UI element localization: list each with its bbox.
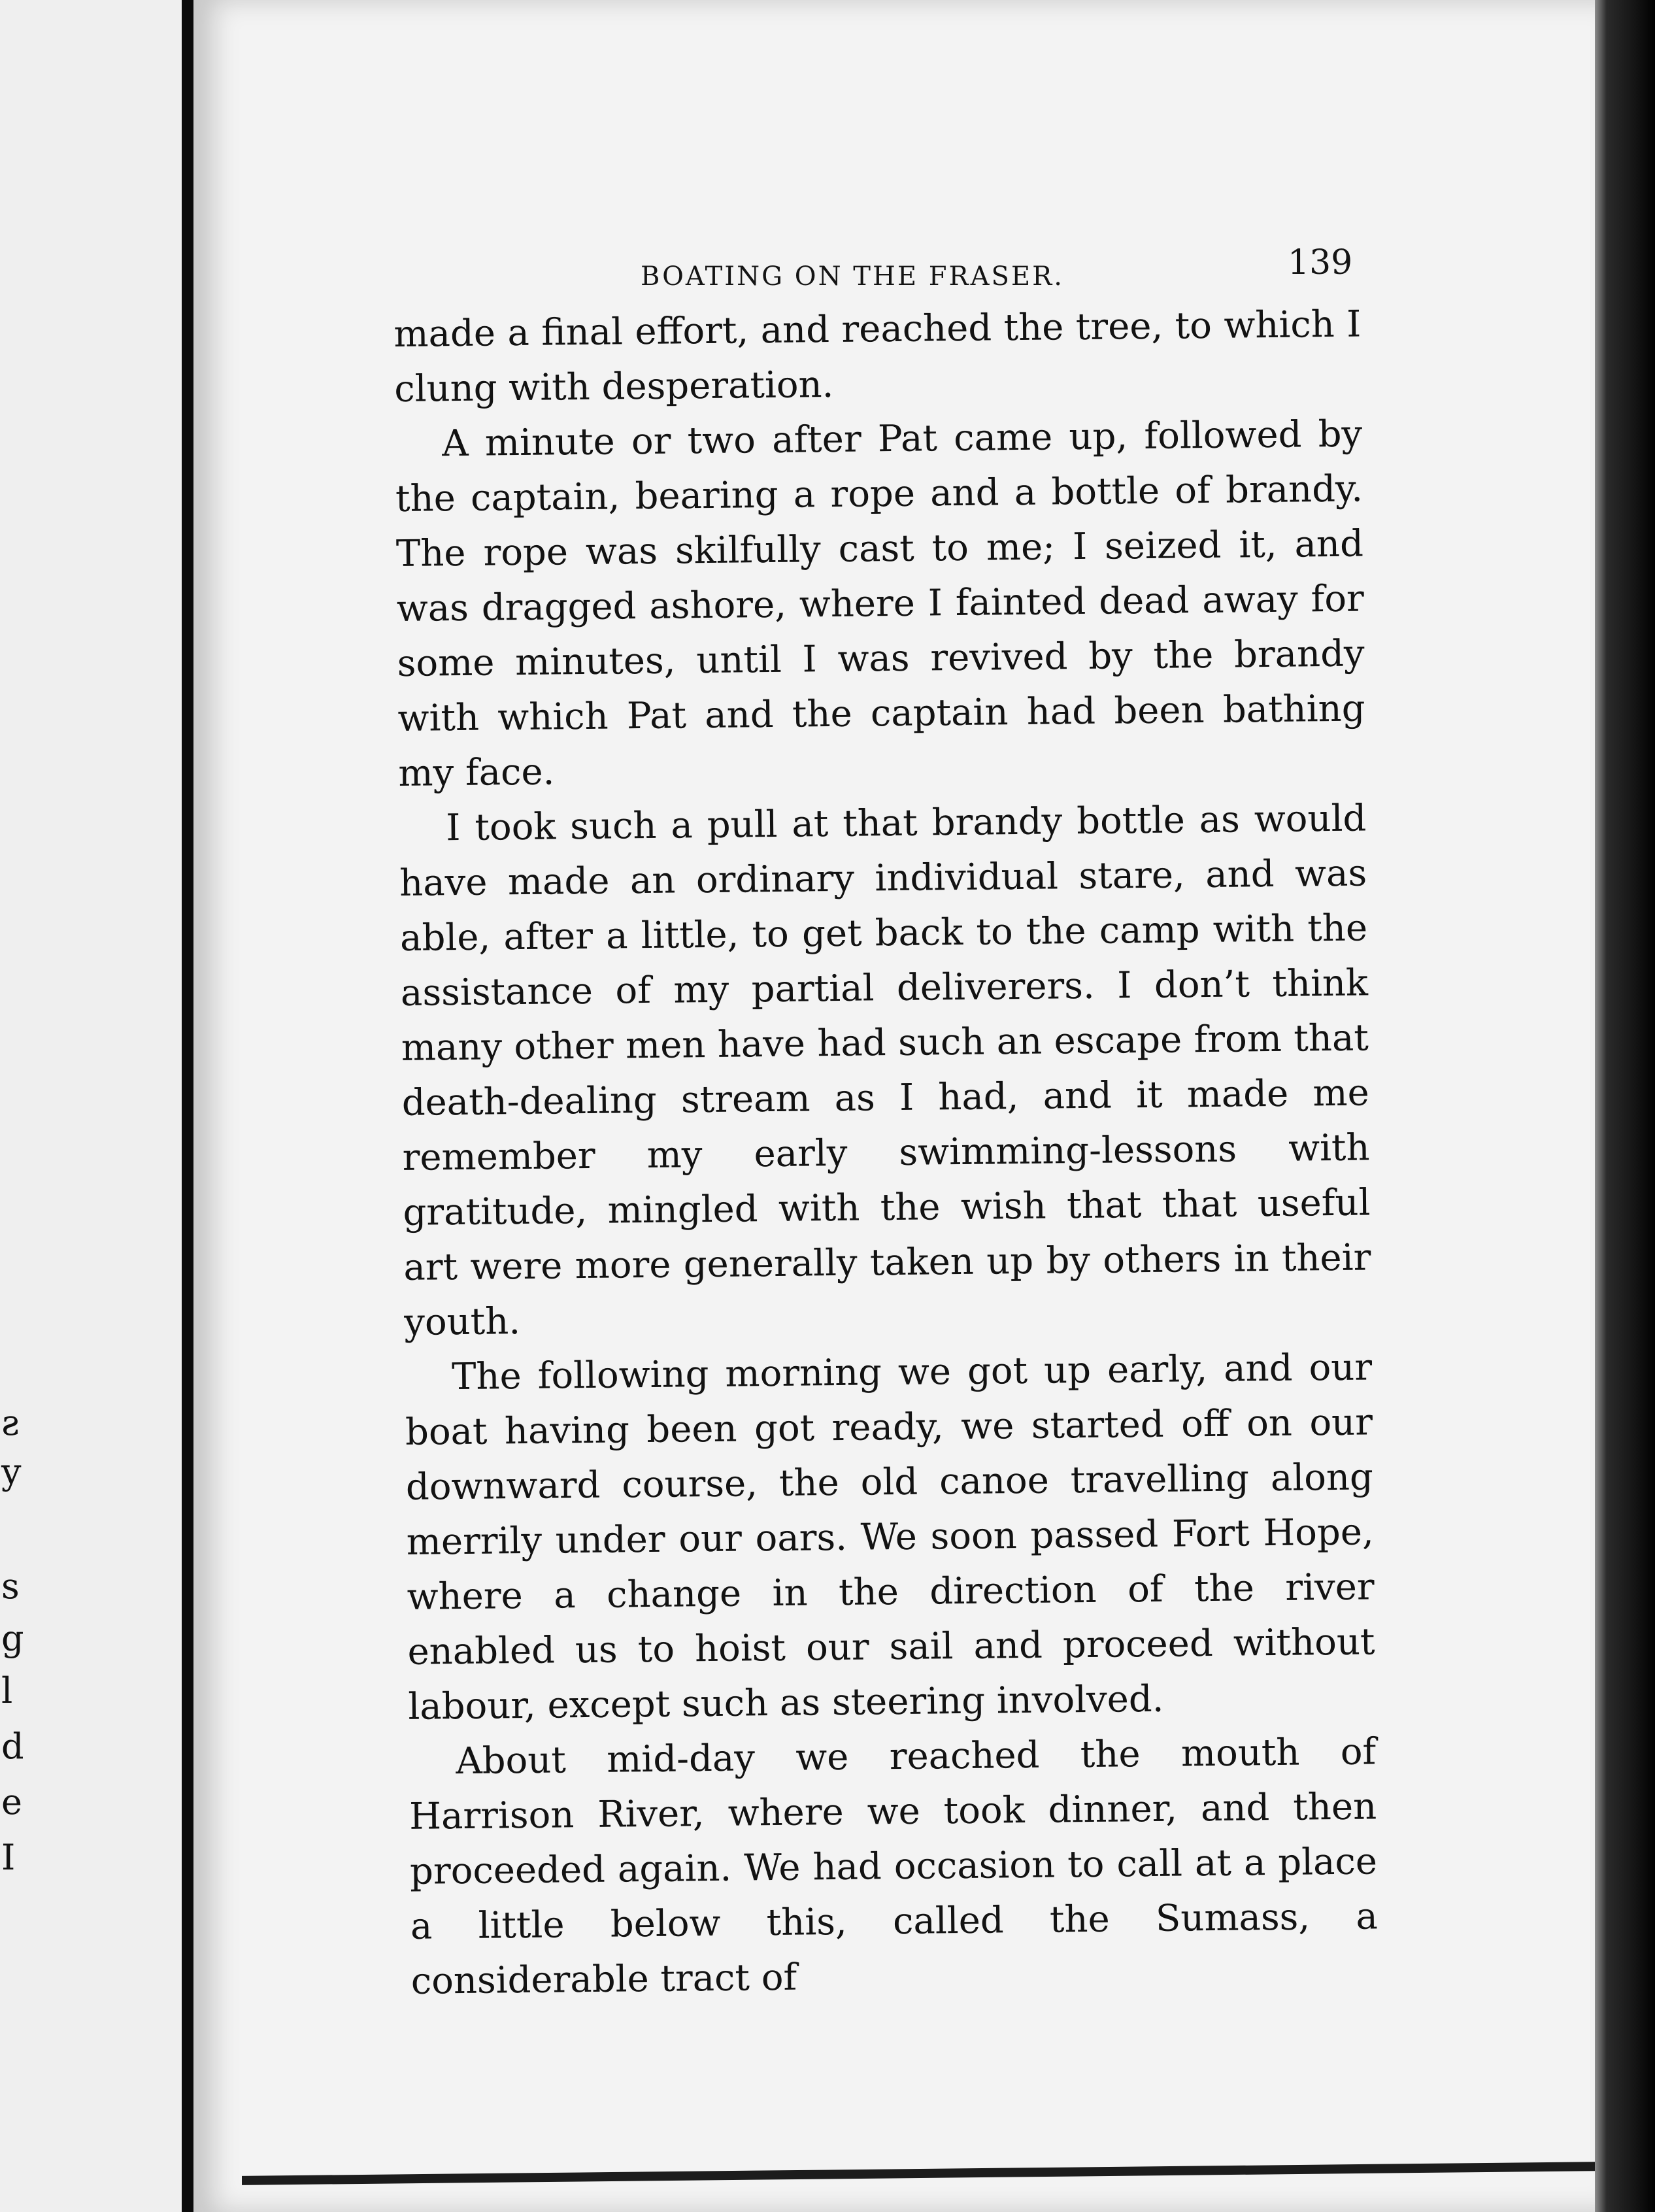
paragraph: I took such a pull at that brandy bottle as would have made an ordinary individual stare, and was able, after a little, to get back to the camp with the assistance of my partial deliverers. I don’t think many other men have had such an escape from that death-dealing stream as I had, and it made me remember my early swimming-lessons with gratitude, mingled with the wish that that useful art were more generally taken up by others in their youth. [399,797,1371,1344]
paragraph: A minute or two after Pat came up, followed by the captain, bearing a rope and a bottle of brandy. The rope was skilfully cast to me; I seized it, and was dragged ashore, where I fainted dead away for some minutes, until I was revived by the brandy with which Pat and the captain had been bathing my face. [395,412,1365,795]
left-edge-glyph: y [1,1451,22,1492]
left-edge-glyph: I [1,1837,16,1878]
paragraph: made a final effort, and reached the tree, to which I clung with desperation. [393,303,1362,411]
left-page-text-edge [0,0,186,2212]
book-cover-edge [1595,0,1655,2212]
left-edge-glyph: l [1,1670,13,1711]
left-edge-glyph: g [1,1618,24,1659]
paragraph: About mid-day we reached the mouth of Harrison River, where we took dinner, and then proceeded again. We had occasion to call at a place a little below this, called the Sumass, a considerable tract of [409,1730,1379,2003]
left-edge-glyph: e [1,1781,22,1822]
left-facing-page [0,0,186,2212]
body-text [393,297,1379,2009]
running-title: BOATING ON THE FRASER. [641,261,1064,292]
page-number: 139 [1288,243,1353,282]
left-edge-glyph: d [1,1726,24,1767]
left-edge-glyph: s [1,1566,20,1607]
paragraph: The following morning we got up early, and our boat having been got ready, we started off on our downward course, the old canoe travelling along merrily under our oars. We soon passed Fort Hope, where a change in the direction of the river enabled us to hoist our sail and proceed without labour, except such as steering involved. [405,1346,1375,1728]
left-edge-glyph: ƨ [1,1402,20,1443]
page-header [641,243,1360,292]
